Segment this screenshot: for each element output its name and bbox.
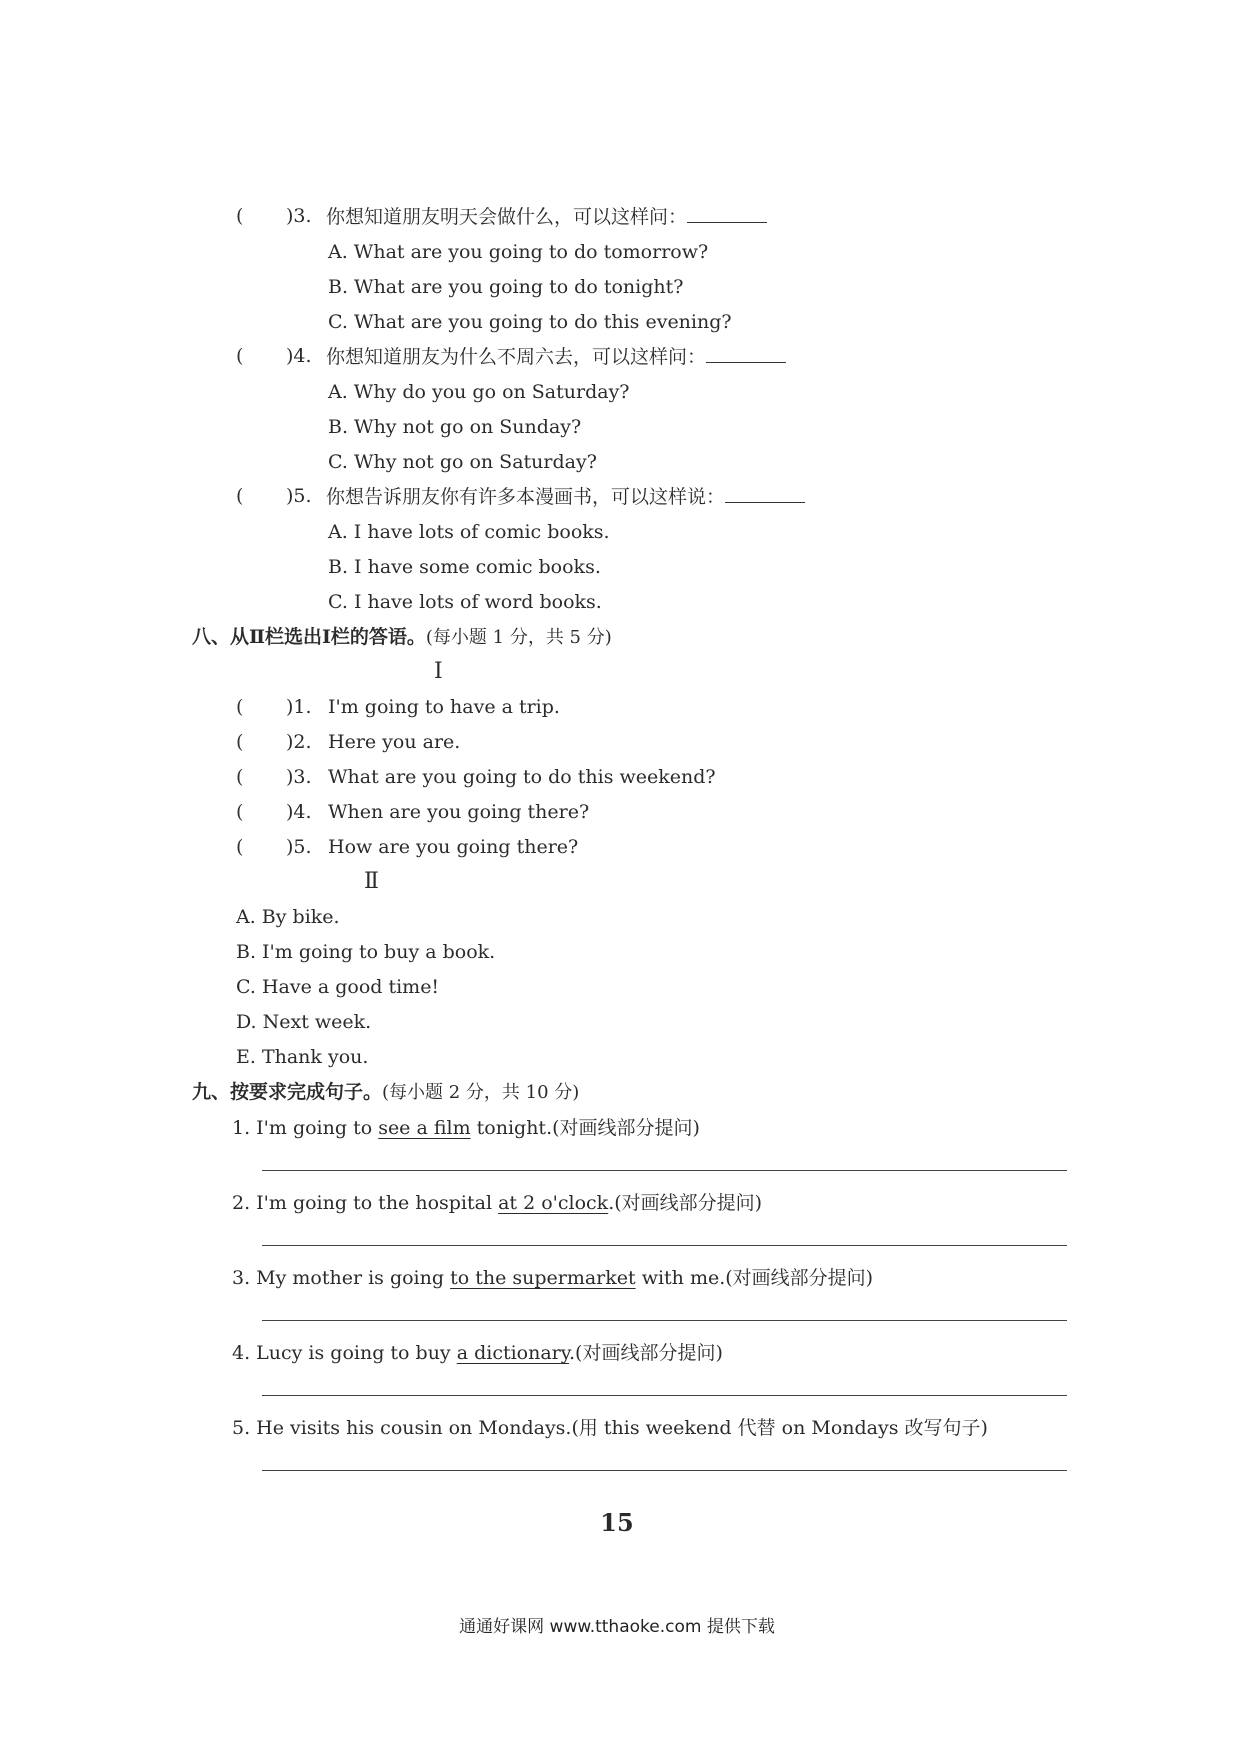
section-8-title: 八、从Ⅱ栏选出Ⅰ栏的答语。 (192, 626, 426, 648)
answer-line[interactable] (262, 1320, 1067, 1321)
option-a: A. I have lots of comic books. (328, 521, 610, 543)
answer-paren[interactable]: ( (236, 205, 244, 227)
rewrite-sentence: 3. My mother is going to the supermarket with me.(对画线部分提问) (232, 1267, 874, 1289)
option-c: C. Why not go on Saturday? (328, 451, 597, 473)
question-number: )5. (286, 485, 312, 507)
item-number: )3. (286, 766, 312, 788)
rewrite-requirement: (对画线部分提问) (614, 1192, 763, 1214)
answer-paren[interactable]: ( (236, 731, 244, 753)
answer-blank[interactable] (706, 344, 786, 363)
underlined-part: at 2 o'clock (498, 1192, 609, 1214)
answer-line[interactable] (262, 1395, 1067, 1396)
page-number: 15 (600, 1508, 634, 1537)
option-c: C. I have lots of word books. (328, 591, 602, 613)
answer-option-a: A. By bike. (236, 906, 340, 928)
question-stem: 你想告诉朋友你有许多本漫画书，可以这样说： (326, 484, 805, 509)
answer-blank[interactable] (725, 484, 805, 503)
answer-option-d: D. Next week. (236, 1011, 372, 1033)
item-number: )4. (286, 801, 312, 823)
question-number: )4. (286, 345, 312, 367)
item-text: When are you going there? (328, 801, 590, 823)
answer-option-e: E. Thank you. (236, 1046, 369, 1068)
download-footer: 通通好课网 www.tthaoke.com 提供下载 (459, 1617, 775, 1637)
answer-paren[interactable]: ( (236, 836, 244, 858)
question-stem: 你想知道朋友为什么不周六去，可以这样问： (326, 344, 786, 369)
rewrite-requirement: (用 this weekend 代替 on Mondays 改写句子) (571, 1417, 988, 1439)
option-a: A. Why do you go on Saturday? (328, 381, 630, 403)
section-9-score-note: (每小题 2 分，共 10 分) (382, 1082, 580, 1103)
answer-paren[interactable]: ( (236, 801, 244, 823)
answer-line[interactable] (262, 1470, 1067, 1471)
item-number: )1. (286, 696, 312, 718)
underlined-part: a dictionary (456, 1342, 569, 1364)
column-1-label: Ⅰ (434, 659, 443, 684)
rewrite-sentence: 1. I'm going to see a film tonight.(对画线部分提问) (232, 1117, 700, 1139)
item-text: I'm going to have a trip. (328, 696, 560, 718)
rewrite-sentence: 4. Lucy is going to buy a dictionary.(对画线部分提问) (232, 1342, 723, 1364)
answer-option-c: C. Have a good time! (236, 976, 440, 998)
section-9-title: 九、按要求完成句子。 (192, 1081, 383, 1103)
answer-paren[interactable]: ( (236, 696, 244, 718)
underlined-part: to the supermarket (450, 1267, 636, 1289)
answer-paren[interactable]: ( (236, 345, 244, 367)
section-8-heading (192, 625, 612, 650)
answer-line[interactable] (262, 1245, 1067, 1246)
answer-line[interactable] (262, 1170, 1067, 1171)
question-stem: 你想知道朋友明天会做什么，可以这样问： (326, 204, 767, 229)
section-9-heading (192, 1080, 579, 1105)
option-c: C. What are you going to do this evening? (328, 311, 732, 333)
rewrite-requirement: (对画线部分提问) (725, 1267, 874, 1289)
answer-paren[interactable]: ( (236, 766, 244, 788)
rewrite-sentence: 2. I'm going to the hospital at 2 o'clock.(对画线部分提问) (232, 1192, 763, 1214)
option-b: B. Why not go on Sunday? (328, 416, 582, 438)
answer-paren[interactable]: ( (236, 485, 244, 507)
answer-option-b: B. I'm going to buy a book. (236, 941, 496, 963)
item-text: What are you going to do this weekend? (328, 766, 716, 788)
answer-blank[interactable] (687, 204, 767, 223)
rewrite-sentence: 5. He visits his cousin on Mondays.(用 this weekend 代替 on Mondays 改写句子) (232, 1417, 988, 1439)
item-number: )2. (286, 731, 312, 753)
question-number: )3. (286, 205, 312, 227)
rewrite-requirement: (对画线部分提问) (552, 1117, 700, 1139)
underlined-part: see a film (378, 1117, 471, 1139)
item-text: Here you are. (328, 731, 461, 753)
option-b: B. What are you going to do tonight? (328, 276, 684, 298)
option-a: A. What are you going to do tomorrow? (328, 241, 709, 263)
option-b: B. I have some comic books. (328, 556, 601, 578)
column-2-label: Ⅱ (364, 869, 379, 894)
item-text: How are you going there? (328, 836, 579, 858)
rewrite-requirement: (对画线部分提问) (575, 1342, 723, 1364)
section-8-score-note: (每小题 1 分，共 5 分) (425, 627, 612, 648)
item-number: )5. (286, 836, 312, 858)
